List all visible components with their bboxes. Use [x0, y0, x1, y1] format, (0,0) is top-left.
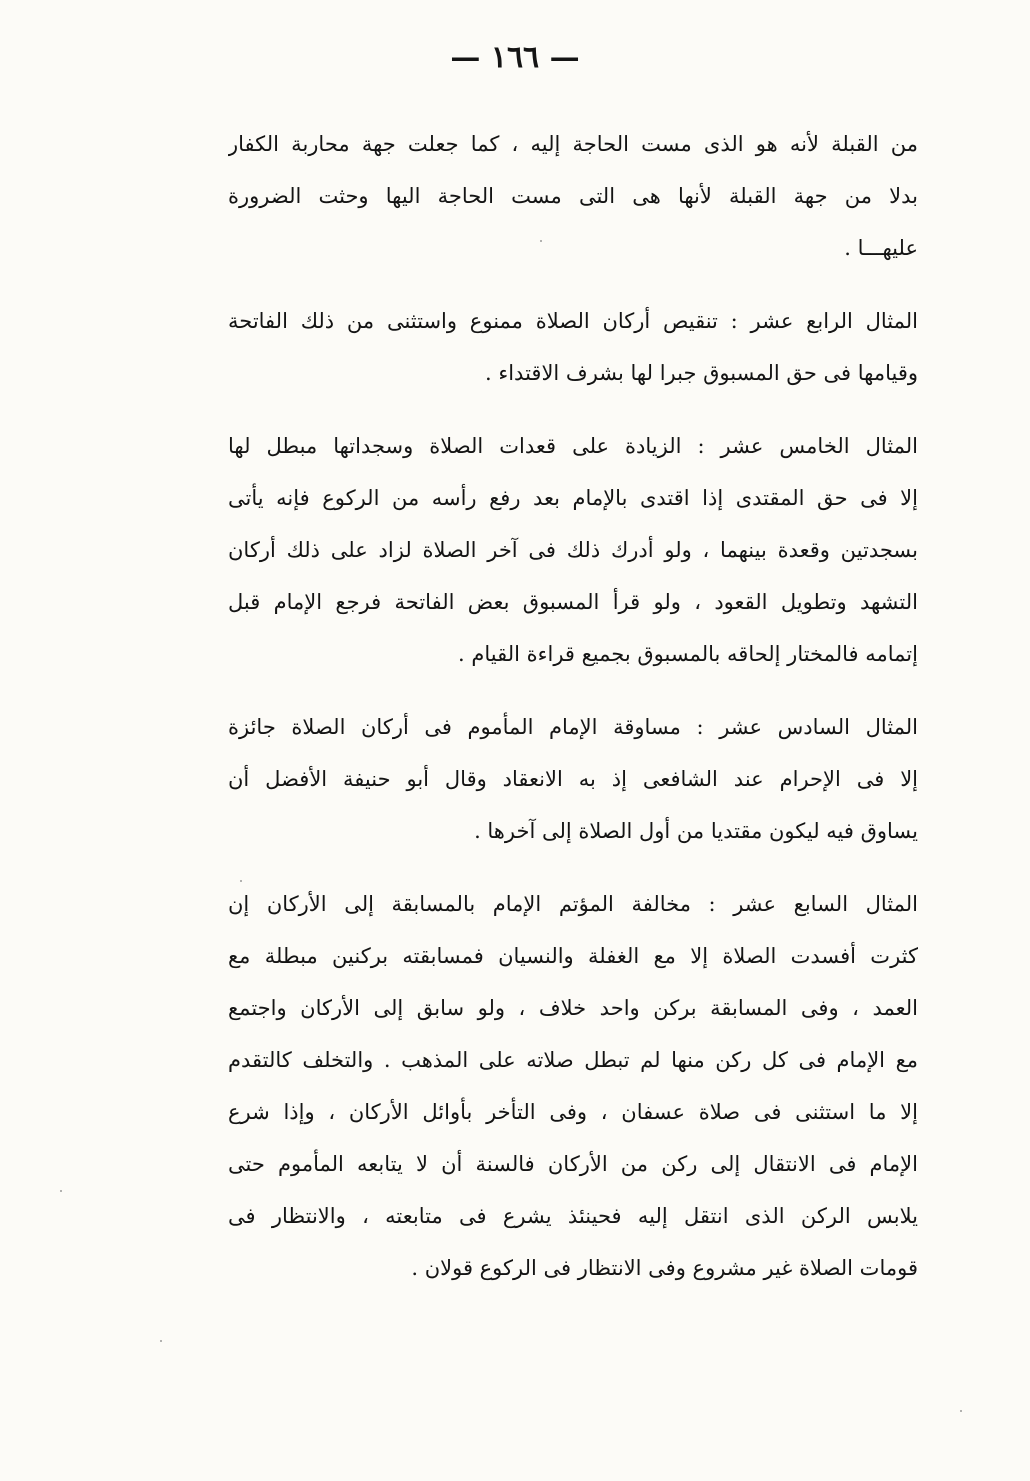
text-line: إتمامه فالمختار إلحاقه بالمسبوق بجميع قراءة القيام .	[457, 642, 918, 666]
scan-speck	[960, 1410, 962, 1412]
text-line: التشهد وتطويل القعود ، ولو قرأ المسبوق بعض الفاتحة فرجع الإمام قبل	[228, 590, 918, 614]
scan-speck	[240, 880, 242, 882]
text-line: الإمام فى الانتقال إلى ركن من الأركان فالسنة أن لا يتابعه المأموم حتى	[228, 1152, 918, 1176]
text-line: من القبلة لأنه هو الذى مست الحاجة إليه ، كما جعلت جهة محاربة الكفار	[228, 132, 918, 156]
text-line: إلا ما استثنى فى صلاة عسفان ، وفى التأخر بأوائل الأركان ، وإذا شرع	[228, 1100, 918, 1124]
text-line: يساوق فيه ليكون مقتديا من أول الصلاة إلى آخرها .	[474, 819, 918, 843]
page-number: — ١٦٦ —	[450, 40, 580, 75]
text-line: وقيامها فى حق المسبوق جبرا لها بشرف الاقتداء .	[484, 361, 918, 385]
text-line: عليهـــا .	[844, 236, 918, 260]
paragraph-intro-continuation	[228, 118, 918, 274]
text-line: المثال السابع عشر : مخالفة المؤتم الإمام بالمسابقة إلى الأركان إن	[228, 892, 918, 916]
text-line: بسجدتين وقعدة بينهما ، ولو أدرك ذلك فى آخر الصلاة لزاد على ذلك أركان	[228, 538, 918, 562]
text-line: العمد ، وفى المسابقة بركن واحد خلاف ، ولو سابق إلى الأركان واجتمع	[228, 996, 918, 1020]
text-line: كثرت أفسدت الصلاة إلا مع الغفلة والنسيان فمسابقته بركنين مبطلة مع	[228, 944, 918, 968]
text-line: إلا فى الإحرام عند الشافعى إذ به الانعقاد وقال أبو حنيفة الأفضل أن	[228, 767, 918, 791]
paragraph-example-15	[228, 420, 918, 680]
scan-speck	[540, 240, 542, 242]
text-line: المثال السادس عشر : مساوقة الإمام المأموم فى أركان الصلاة جائزة	[228, 715, 918, 739]
text-line: مع الإمام فى كل ركن منها لم تبطل صلاته على المذهب . والتخلف كالتقدم	[228, 1048, 918, 1072]
text-line: المثال الخامس عشر : الزيادة على قعدات الصلاة وسجداتها مبطل لها	[228, 434, 918, 458]
text-line: يلابس الركن الذى انتقل إليه فحينئذ يشرع فى متابعته ، والانتظار فى	[228, 1204, 918, 1228]
text-line: قومات الصلاة غير مشروع وفى الانتظار فى الركوع قولان .	[411, 1256, 918, 1280]
body-text	[228, 118, 918, 1315]
text-line: إلا فى حق المقتدى إذا اقتدى بالإمام بعد رفع رأسه من الركوع فإنه يأتى	[228, 486, 918, 510]
paragraph-example-17	[228, 878, 918, 1294]
text-line: بدلا من جهة القبلة لأنها هى التى مست الحاجة اليها وحثت الضرورة	[228, 184, 918, 208]
paragraph-example-16	[228, 701, 918, 857]
paragraph-example-14	[228, 295, 918, 399]
scan-speck	[160, 1340, 162, 1342]
scan-speck	[60, 1190, 62, 1192]
text-line: المثال الرابع عشر : تنقيص أركان الصلاة ممنوع واستثنى من ذلك الفاتحة	[228, 309, 918, 333]
